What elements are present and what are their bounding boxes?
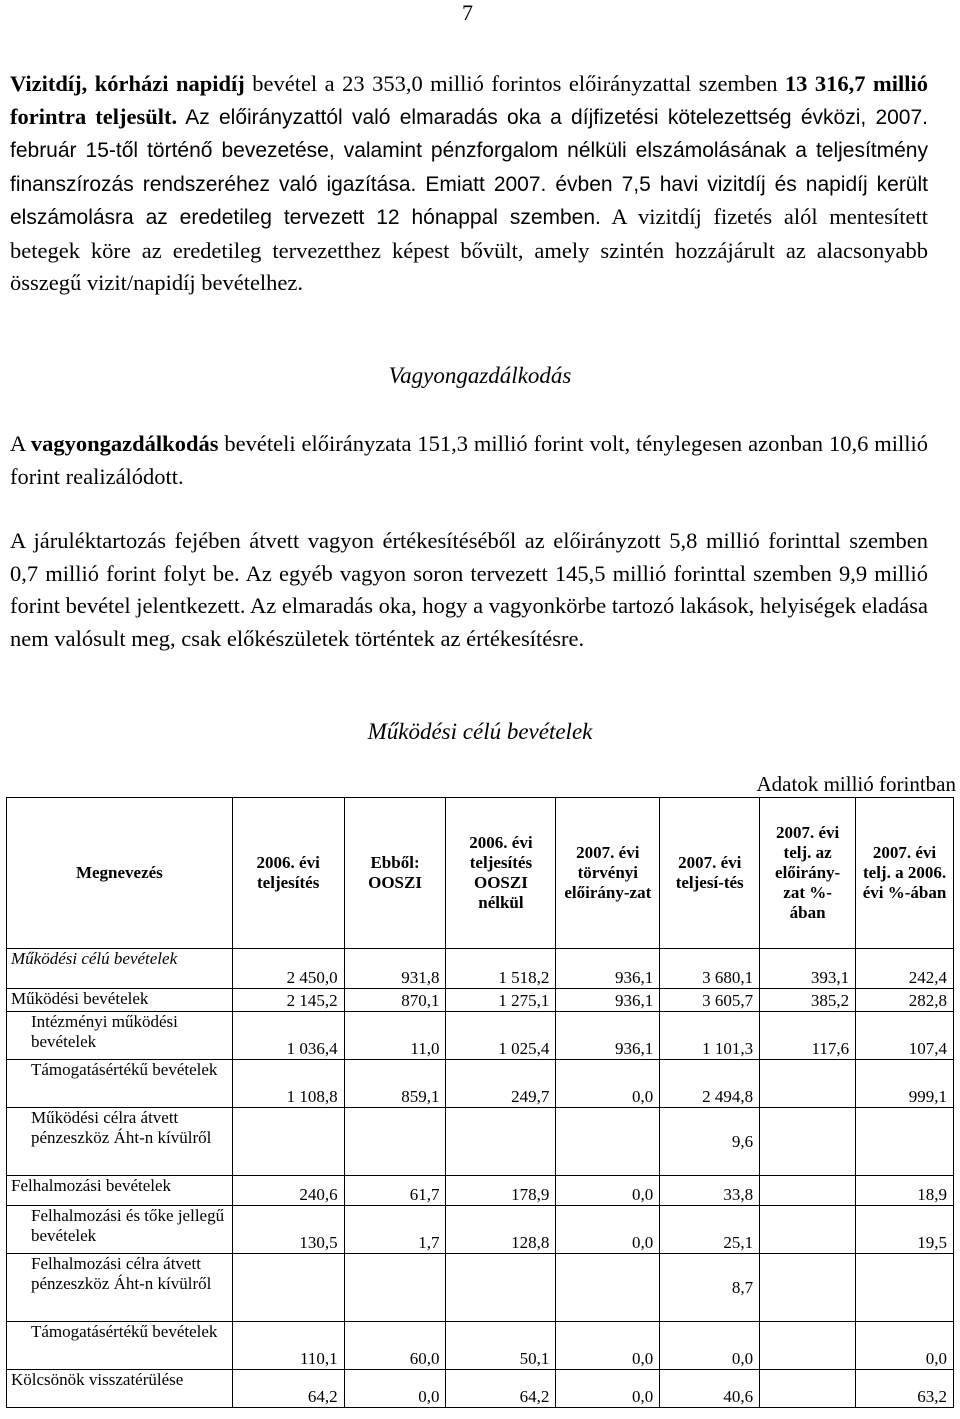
table-cell: 1 275,1: [446, 989, 556, 1012]
table-cell: 18,9: [856, 1176, 954, 1206]
table-cell: 117,6: [760, 1012, 856, 1060]
table-cell: [760, 1206, 856, 1254]
table-cell: [856, 1108, 954, 1176]
table-cell: 110,1: [232, 1322, 344, 1370]
table-cell: 128,8: [446, 1206, 556, 1254]
table-cell: 0,0: [556, 1060, 660, 1108]
table-cell: 870,1: [344, 989, 446, 1012]
table-cell: 1 101,3: [660, 1012, 760, 1060]
table-cell: 859,1: [344, 1060, 446, 1108]
table-row: [7, 1176, 954, 1206]
table-row: [7, 1322, 954, 1370]
table-cell: 25,1: [660, 1206, 760, 1254]
table-cell: 178,9: [446, 1176, 556, 1206]
text-run: Az előirányzattól való elmaradás oka a díjfizetési kötelezettség évközi, 2007. február 15-től történő bevezetése, valamint pénzforgalom nélküli elszámolásának a teljesítmény finanszírozás rendszeréhez való igazítása. Emiatt 2007. évben 7,5 havi vizitdíj és napidíj került elszámolásra az eredetileg tervezett 12 hónappal szemben.: [10, 105, 929, 229]
page-number: 7: [462, 0, 473, 25]
table-cell: 393,1: [760, 949, 856, 989]
text-run: A vizitdíj fizetés alól mentesített betegek köre az eredetileg tervezetthez képest bővült, amely szintén hozzájárult az alacsonyabb összegű vizit/napidíj bevételhez.: [10, 204, 928, 295]
table-cell: 282,8: [856, 989, 954, 1012]
column-header: Ebből: OOSZI: [344, 798, 446, 949]
row-label: Támogatásértékű bevételek: [7, 1322, 233, 1370]
table-cell: 19,5: [856, 1206, 954, 1254]
table-cell: 50,1: [446, 1322, 556, 1370]
table-cell: 0,0: [556, 1206, 660, 1254]
table-cell: 249,7: [446, 1060, 556, 1108]
table-cell: 385,2: [760, 989, 856, 1012]
table-row: [7, 1206, 954, 1254]
row-label: Működési célú bevételek: [7, 949, 233, 989]
table-cell: 64,2: [232, 1370, 344, 1408]
table-cell: [556, 1254, 660, 1322]
table-cell: [760, 1060, 856, 1108]
table-cell: [760, 1370, 856, 1408]
table-row: [7, 989, 954, 1012]
row-label: Felhalmozási és tőke jellegű bevételek: [7, 1206, 233, 1254]
table-cell: [760, 1322, 856, 1370]
table-cell: [856, 1254, 954, 1322]
column-header: 2006. évi teljesítés: [232, 798, 344, 949]
table-cell: 33,8: [660, 1176, 760, 1206]
table-cell: 0,0: [556, 1176, 660, 1206]
table-cell: 1 518,2: [446, 949, 556, 989]
table-cell: [446, 1108, 556, 1176]
unit-note: Adatok millió forintban: [756, 772, 956, 796]
table-row: [7, 1108, 954, 1176]
table-cell: 936,1: [556, 949, 660, 989]
table-row: [7, 1012, 954, 1060]
table-cell: 64,2: [446, 1370, 556, 1408]
table-cell: [344, 1108, 446, 1176]
table-cell: 936,1: [556, 1012, 660, 1060]
table-cell: 936,1: [556, 989, 660, 1012]
bold-run: Vizitdíj, kórházi napidíj: [10, 71, 245, 96]
table-cell: 1 025,4: [446, 1012, 556, 1060]
table-cell: [232, 1108, 344, 1176]
column-header: 2007. évi telj. az előirány-zat %-ában: [760, 798, 856, 949]
table-cell: 61,7: [344, 1176, 446, 1206]
text-run: A: [10, 431, 31, 456]
text-run: bevételi előirányzata 151,3 millió forint volt, ténylegesen azonban 10,6 millió forint realizálódott.: [10, 431, 928, 489]
table-cell: 2 494,8: [660, 1060, 760, 1108]
table-cell: 0,0: [556, 1370, 660, 1408]
table-cell: 130,5: [232, 1206, 344, 1254]
table-cell: [556, 1108, 660, 1176]
table-cell: [446, 1254, 556, 1322]
table-cell: 11,0: [344, 1012, 446, 1060]
row-label: Felhalmozási bevételek: [7, 1176, 233, 1206]
revenue-table: [6, 797, 954, 1408]
table-row: [7, 949, 954, 989]
row-label: Felhalmozási célra átvett pénzeszköz Áht-n kívülről: [7, 1254, 233, 1322]
row-label: Intézményi működési bevételek: [7, 1012, 233, 1060]
column-header: 2007. évi törvényi előirány-zat: [556, 798, 660, 949]
table-cell: 40,6: [660, 1370, 760, 1408]
text-run: bevétel a 23 353,0 millió forintos előirányzattal szemben: [244, 71, 785, 96]
paragraph-vagyongazdalkodas: [10, 428, 928, 493]
table-cell: [232, 1254, 344, 1322]
column-header: 2007. évi teljesí-tés: [660, 798, 760, 949]
table-cell: 0,0: [556, 1322, 660, 1370]
table-row: [7, 1060, 954, 1108]
column-header: 2007. évi telj. a 2006. évi %-ában: [856, 798, 954, 949]
bold-run: vagyongazdálkodás: [30, 431, 219, 456]
table-cell: 2 145,2: [232, 989, 344, 1012]
table-cell: 240,6: [232, 1176, 344, 1206]
section-title-mukodesi: Működési célú bevételek: [367, 719, 593, 744]
table-cell: 242,4: [856, 949, 954, 989]
paragraph-vizitdij: [10, 68, 928, 300]
table-cell: [760, 1108, 856, 1176]
table-cell: 1 108,8: [232, 1060, 344, 1108]
table-cell: 3 680,1: [660, 949, 760, 989]
table-cell: 1 036,4: [232, 1012, 344, 1060]
table-cell: [344, 1254, 446, 1322]
table-cell: 9,6: [660, 1108, 760, 1176]
row-label: Támogatásértékű bevételek: [7, 1060, 233, 1108]
row-label: Működési célra átvett pénzeszköz Áht-n kívülről: [7, 1108, 233, 1176]
table-cell: 999,1: [856, 1060, 954, 1108]
table-cell: 0,0: [344, 1370, 446, 1408]
table-cell: 8,7: [660, 1254, 760, 1322]
table-cell: 0,0: [660, 1322, 760, 1370]
table-header-row: [7, 798, 954, 949]
column-header: Megnevezés: [7, 798, 233, 949]
table-cell: 3 605,7: [660, 989, 760, 1012]
table-cell: 63,2: [856, 1370, 954, 1408]
column-header: 2006. évi teljesítés OOSZI nélkül: [446, 798, 556, 949]
table-cell: 2 450,0: [232, 949, 344, 989]
table-cell: 1,7: [344, 1206, 446, 1254]
table-cell: 0,0: [856, 1322, 954, 1370]
bold-run: 13 316,7 millió forintra teljesült.: [10, 71, 928, 129]
table-cell: [760, 1176, 856, 1206]
paragraph-jaruleektartozas: A járuléktartozás fejében átvett vagyon értékesítéséből az előirányzott 5,8 millió forinttal szemben 0,7 millió forint folyt be. Az egyéb vagyon soron tervezett 145,5 millió forinttal szemben 9,9 millió forint bevétel jelentkezett. Az elmaradás oka, hogy a vagyonkörbe tartozó lakások, helyiségek eladása nem valósult meg, csak előkészületek történtek az értékesítésre.: [10, 528, 928, 651]
table-cell: [760, 1254, 856, 1322]
table-cell: 60,0: [344, 1322, 446, 1370]
row-label: Kölcsönök visszatérülése: [7, 1370, 233, 1408]
table-cell: 931,8: [344, 949, 446, 989]
section-title-vagyongazdalkodas: Vagyongazdálkodás: [388, 363, 572, 388]
table-row: [7, 1254, 954, 1322]
row-label: Működési bevételek: [7, 989, 233, 1012]
table-row: [7, 1370, 954, 1408]
table-cell: 107,4: [856, 1012, 954, 1060]
